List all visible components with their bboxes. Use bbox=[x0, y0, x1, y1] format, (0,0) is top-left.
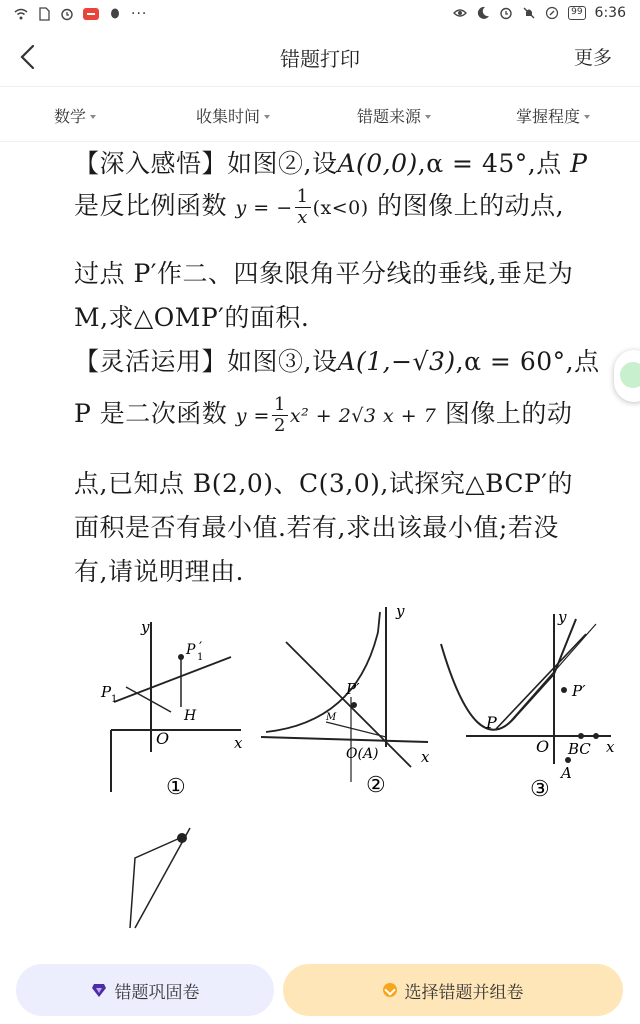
label-p1: P bbox=[101, 683, 112, 701]
question-line bbox=[74, 342, 600, 378]
segment bbox=[126, 687, 171, 712]
text: 的图像上的动点, bbox=[377, 191, 565, 220]
filter-label: 错题来源 bbox=[357, 107, 422, 126]
label-y: y bbox=[396, 602, 405, 620]
text: 图像上的动 bbox=[444, 399, 573, 428]
numerator: 1 bbox=[296, 186, 309, 207]
filter-subject[interactable] bbox=[54, 104, 96, 127]
alarm-icon-right bbox=[499, 6, 513, 20]
question-line: M,求△OMP′的面积. bbox=[74, 303, 310, 332]
question-line: 面积是否有最小值.若有,求出该最小值;若没 bbox=[74, 513, 559, 542]
text: 【深入感悟】如图②,设 bbox=[74, 149, 338, 178]
figure-2-label: ② bbox=[366, 773, 386, 798]
point-a: A(0,0) bbox=[337, 149, 418, 178]
consolidate-paper-button[interactable] bbox=[16, 964, 274, 1016]
question-line bbox=[74, 394, 572, 436]
more-button[interactable]: 更多 bbox=[573, 47, 612, 69]
denominator: x bbox=[297, 207, 308, 228]
app-header bbox=[0, 28, 640, 86]
x-axis bbox=[261, 737, 428, 742]
question-line: 有,请说明理由. bbox=[74, 557, 244, 586]
label-m: M bbox=[326, 712, 337, 723]
label-x: x bbox=[421, 748, 430, 766]
floating-chat-button[interactable] bbox=[614, 350, 640, 402]
figure-2 bbox=[256, 602, 436, 802]
formula: y = − bbox=[235, 197, 293, 219]
nfc-icon bbox=[545, 6, 559, 20]
bottom-action-bar bbox=[0, 954, 640, 1024]
label-p-prime: P′ bbox=[572, 682, 586, 700]
chevron-down-icon bbox=[90, 115, 96, 119]
figure-3 bbox=[436, 604, 626, 804]
button-label: 选择错题并组卷 bbox=[404, 982, 524, 1003]
label-prime-mark: ′ bbox=[199, 640, 203, 656]
label-x: x bbox=[606, 738, 615, 756]
question-line: 过点 P′作二、四象限角平分线的垂线,垂足为 bbox=[74, 259, 574, 288]
figure-1 bbox=[96, 612, 256, 802]
point-p-prime bbox=[351, 702, 357, 708]
denominator: 2 bbox=[273, 415, 286, 436]
filter-source[interactable] bbox=[357, 104, 431, 127]
filter-bar bbox=[0, 86, 640, 142]
moon-icon bbox=[476, 6, 490, 20]
battery-indicator: 99 bbox=[568, 6, 585, 20]
chevron-down-icon bbox=[584, 115, 590, 119]
figure-3-label: ③ bbox=[530, 777, 550, 802]
condition: (x<0) bbox=[312, 197, 369, 219]
segment bbox=[326, 722, 386, 737]
numerator: 1 bbox=[273, 394, 286, 415]
formula: x² + 2√3 x + 7 bbox=[289, 405, 437, 427]
point-a: A(1,−√3) bbox=[337, 347, 456, 376]
label-p1-prime: P bbox=[186, 642, 196, 658]
gem-icon bbox=[91, 982, 107, 998]
question-line bbox=[74, 186, 564, 228]
more-dots-icon: ··· bbox=[131, 6, 148, 22]
label-y: y bbox=[558, 608, 567, 626]
wifi-icon bbox=[14, 7, 28, 21]
text: 是反比例函数 bbox=[74, 191, 228, 220]
question-line: 点,已知点 B(2,0)、C(3,0),试探究△BCP′的 bbox=[74, 469, 574, 498]
text: ,α = 60°,点 bbox=[455, 347, 600, 376]
label-o: O bbox=[156, 729, 170, 748]
app-badge-icon bbox=[83, 8, 99, 20]
filter-label: 收集时间 bbox=[196, 107, 261, 126]
eye-icon bbox=[453, 6, 467, 20]
mute-icon bbox=[522, 6, 536, 20]
point-b bbox=[578, 733, 584, 739]
label-x: x bbox=[234, 734, 243, 752]
filter-mastery[interactable] bbox=[516, 104, 590, 127]
status-bar bbox=[0, 0, 640, 28]
sim-icon bbox=[37, 7, 51, 21]
line-l1 bbox=[114, 657, 231, 702]
formula: y = bbox=[235, 405, 270, 427]
label-p-prime: P′ bbox=[346, 680, 360, 698]
text: ,α = 45°,点 bbox=[417, 149, 562, 178]
chevron-down-icon bbox=[383, 983, 397, 997]
chevron-down-icon bbox=[264, 115, 270, 119]
chat-icon bbox=[620, 362, 640, 388]
alarm-icon bbox=[60, 7, 74, 21]
hyperbola-curve bbox=[266, 612, 380, 732]
point-c bbox=[593, 733, 599, 739]
qq-icon bbox=[108, 7, 122, 21]
point-p1-prime bbox=[178, 654, 184, 660]
line-l-parallel bbox=[508, 624, 596, 724]
label-bc: BC bbox=[568, 740, 591, 758]
select-and-compose-button[interactable] bbox=[283, 964, 623, 1016]
page-title: 错题打印 bbox=[280, 47, 360, 71]
button-label: 错题巩固卷 bbox=[114, 982, 200, 1003]
label-y: y bbox=[141, 618, 150, 636]
clock: 6:36 bbox=[594, 5, 626, 21]
fraction bbox=[295, 187, 311, 228]
text: P 是二次函数 bbox=[74, 399, 228, 428]
label-p1-subscript: 1 bbox=[111, 694, 118, 705]
question-line bbox=[74, 144, 588, 180]
text: 【灵活运用】如图③,设 bbox=[74, 347, 338, 376]
filter-collect-time[interactable] bbox=[196, 104, 270, 127]
sketch-fragment bbox=[120, 818, 220, 954]
point-p: P bbox=[570, 149, 588, 178]
point-p-prime bbox=[561, 687, 567, 693]
label-o-a: O(A) bbox=[346, 746, 379, 762]
label-h: H bbox=[184, 708, 197, 724]
figure-1-label: ① bbox=[166, 775, 186, 800]
label-o: O bbox=[536, 737, 550, 756]
question-document[interactable] bbox=[0, 142, 640, 954]
filter-label: 数学 bbox=[54, 107, 87, 126]
fraction bbox=[272, 395, 288, 436]
filter-label: 掌握程度 bbox=[516, 107, 581, 126]
label-a: A bbox=[561, 764, 572, 782]
chevron-down-icon bbox=[425, 115, 431, 119]
parabola-curve bbox=[441, 619, 576, 730]
label-p1-prime-subscript: 1 bbox=[197, 652, 204, 663]
label-p: P bbox=[486, 713, 497, 732]
